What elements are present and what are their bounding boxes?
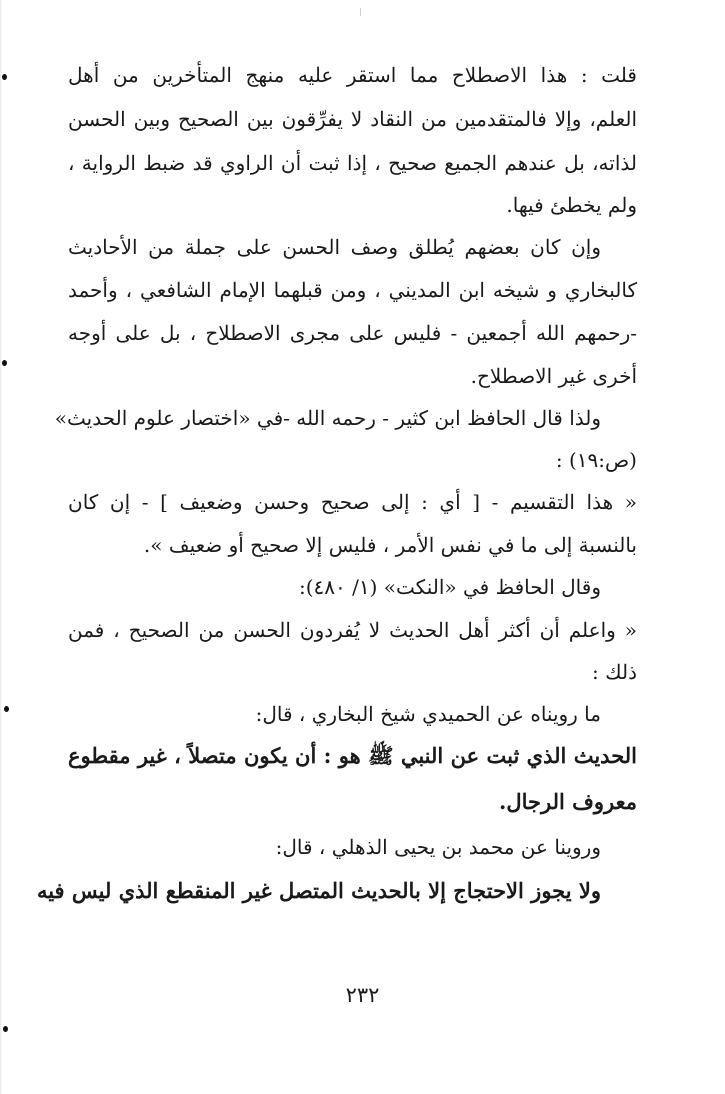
text-line-7: -رحمهم الله أجمعين - فليس على مجرى الاصطلاح ، بل على أوجه [68,321,637,345]
text-line-2: العلم، وإلا فالمتقدمين من النقاد لا يفرِّقون بين الصحيح وبين الحسن [68,107,637,131]
text-line-15: ذلك : [592,660,637,684]
text-line-16: ما رويناه عن الحميدي شيخ البخاري ، قال: [255,702,601,726]
margin-speck [4,706,9,712]
page-number: ٢٣٢ [345,983,380,1007]
text-line-9: ولذا قال الحافظ ابن كثير - رحمه الله -في «اختصار علوم الحديث» [54,406,601,430]
text-line-18: معروف الرجال. [499,789,637,814]
text-line-5: وإن كان بعضهم يُطلق وصف الحسن على جملة من الأحاديث [68,235,601,259]
text-line-12: بالنسبة إلى ما في نفس الأمر ، فليس إلا صحيح أو ضعيف ». [143,533,637,557]
text-line-3: لذاته، بل عندهم الجميع صحيح ، إذا ثبت أن الراوي قد ضبط الرواية ، [68,151,637,175]
text-line-1: قلت : هذا الاصطلاح مما استقر عليه منهج المتأخرين من أهل [68,63,637,87]
text-line-20: ولا يجوز الاحتجاج إلا بالحديث المتصل غير المنقطع الذي ليس فيه [36,878,601,903]
text-line-10: (ص:١٩) : [555,448,637,472]
margin-speck [3,1026,8,1032]
scan-mark [360,8,361,16]
text-line-6: كالبخاري و شيخه ابن المديني ، ومن قبلهما الإمام الشافعي ، وأحمد [68,278,637,302]
text-line-14: « واعلم أن أكثر أهل الحديث لا يُفردون الحسن من الصحيح ، فمن [68,618,637,642]
text-line-13: وقال الحافظ في «النكت» (١/ ٤٨٠): [299,575,601,599]
margin-speck [2,360,7,366]
text-line-4: ولم يخطئ فيها. [506,193,637,217]
text-line-17: الحديث الذي ثبت عن النبي ﷺ هو : أن يكون متصلاً ، غير مقطوع [68,743,637,768]
text-line-19: وروينا عن محمد بن يحيى الذهلي ، قال: [275,835,601,859]
text-line-11: « هذا التقسيم - [ أي : إلى صحيح وحسن وضعيف ] - إن كان [68,490,637,514]
margin-speck [2,74,7,80]
text-line-8: أخرى غير الاصطلاح. [470,364,637,388]
page-fold-shadow [0,0,2,1094]
